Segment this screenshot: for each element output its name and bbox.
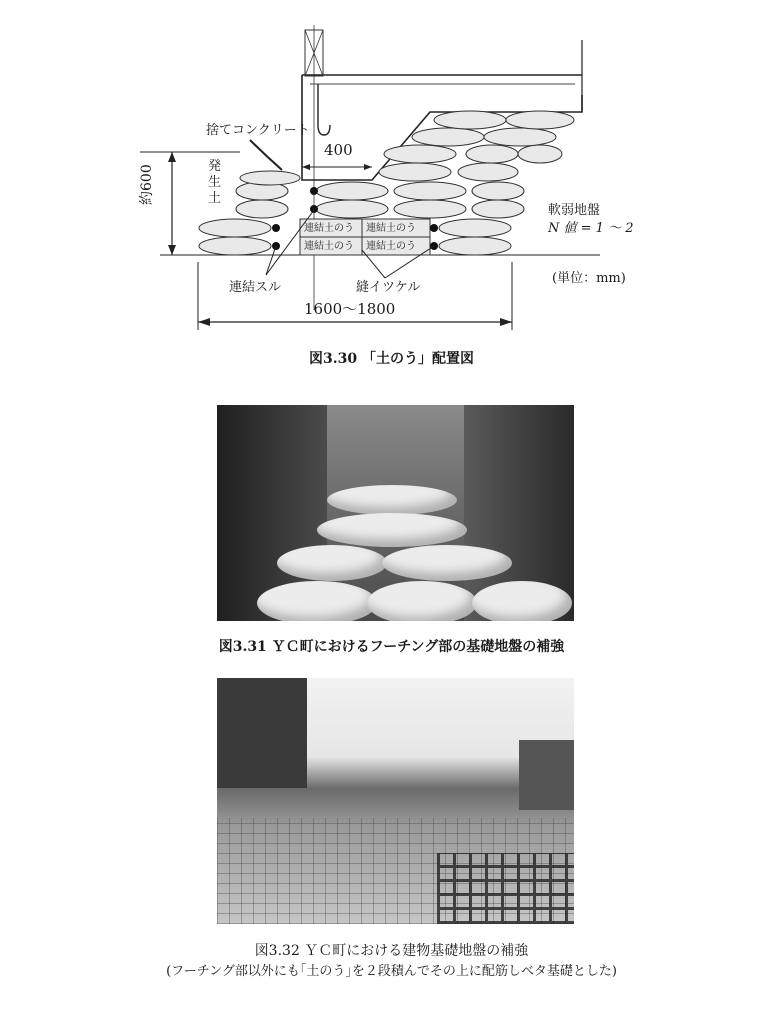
label-excavated-2: 生 bbox=[208, 175, 222, 190]
label-dim-400: 400 bbox=[324, 141, 353, 159]
label-excavated-1: 発 bbox=[208, 159, 222, 174]
photo-figure-3-31 bbox=[217, 405, 574, 621]
subcaption-figure-3-32: (フーチング部以外にも｢土のう｣を２段積んでその上に配筋しベタ基礎とした) bbox=[166, 964, 617, 979]
formwork-frame bbox=[437, 853, 574, 924]
sandbag bbox=[277, 545, 387, 581]
label-sew: 縫イツケル bbox=[356, 280, 421, 295]
label-connect: 連結スル bbox=[229, 280, 282, 295]
sandbag bbox=[367, 581, 477, 621]
label-capping-concrete: 捨てコンクリート bbox=[206, 123, 310, 138]
photo-figure-3-32 bbox=[217, 678, 574, 924]
label-excavated-3: 土 bbox=[208, 191, 222, 206]
sandbag bbox=[257, 581, 377, 621]
caption-figure-3-30: 図3.30 「土のう」配置図 bbox=[309, 351, 474, 367]
tree-line bbox=[217, 678, 307, 788]
label-n-value: N 値 = 1 ～ 2 bbox=[548, 221, 634, 236]
caption-figure-3-31: 図3.31 ＹＣ町におけるフーチング部の基礎地盤の補強 bbox=[218, 639, 565, 655]
diagram-figure-3-30 bbox=[0, 0, 783, 380]
sandbag bbox=[327, 485, 457, 515]
label-linked-bag-a: 連結土のう bbox=[304, 223, 354, 234]
label-linked-bag-b: 連結土のう bbox=[366, 223, 416, 234]
label-depth: 約600 bbox=[139, 164, 155, 205]
label-linked-bag-d: 連結土のう bbox=[366, 241, 416, 252]
label-unit: (単位：mm) bbox=[552, 271, 626, 286]
caption-figure-3-32: 図3.32 ＹＣ町における建物基礎地盤の補強 bbox=[254, 943, 529, 959]
sandbag bbox=[317, 513, 467, 547]
label-soft-ground: 軟弱地盤 bbox=[548, 203, 601, 218]
sandbag bbox=[382, 545, 512, 581]
label-linked-bag-c: 連結土のう bbox=[304, 241, 354, 252]
label-width: 1600～1800 bbox=[304, 300, 396, 318]
building-right bbox=[519, 740, 574, 810]
sandbag bbox=[472, 581, 572, 621]
